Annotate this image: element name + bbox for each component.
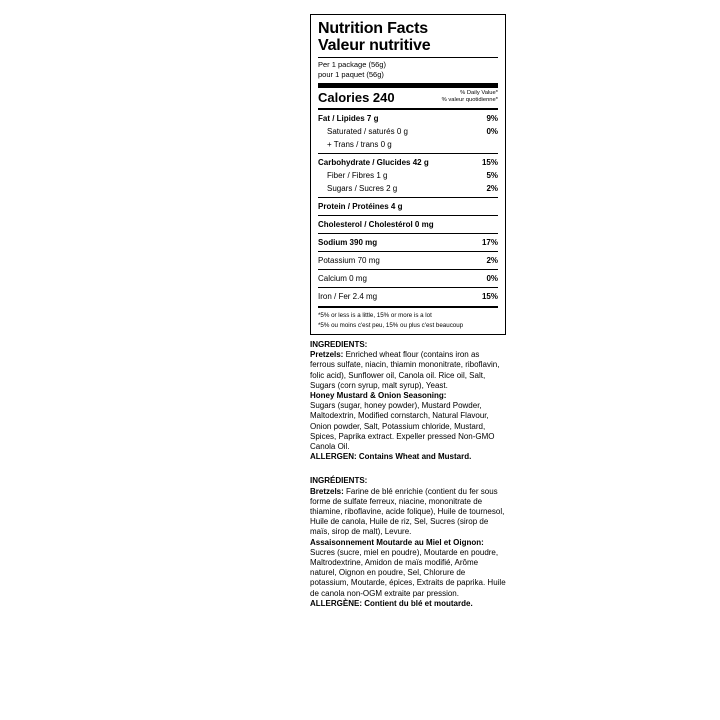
pretzels-block-en <box>310 350 506 391</box>
daily-value-en: % Daily Value* <box>460 90 498 96</box>
ingredients-heading-en: INGREDIENTS: <box>310 340 368 349</box>
calories-value: Calories 240 <box>318 90 395 105</box>
nutrient-row <box>318 236 498 249</box>
nutrient-row <box>318 290 498 303</box>
allergen-text-en: Contains Wheat and Mustard. <box>356 452 472 462</box>
serving-size-fr: pour 1 paquet (56g) <box>318 70 384 79</box>
nutrient-daily-value: 0% <box>486 274 498 283</box>
seasoning-text-fr: Sucres (sucre, miel en poudre), Moutarde en poudre, Maltrodextrine, Amidon de maïs modifié, Arôme naturel, Oignon en poudre, Sel, Chlorure de potassium, Moutarde, épices, Extraits de paprika. Huile de canola non-OGM extraite par pression. <box>310 547 506 598</box>
nutrient-row <box>318 218 498 231</box>
nutrient-daily-value: 9% <box>486 114 498 123</box>
divider <box>318 287 498 288</box>
footnote-fr: *5% ou moins c'est peu, 15% ou plus c'est beaucoup <box>318 322 464 329</box>
nutrient-row <box>318 169 498 182</box>
serving-size-en: Per 1 package (56g) <box>318 60 386 69</box>
seasoning-block-fr <box>310 538 506 599</box>
nutrient-label: Saturated / saturés 0 g <box>327 127 408 136</box>
pretzels-label-fr: Bretzels: <box>310 486 344 496</box>
allergen-label-en: ALLERGEN: <box>310 452 357 462</box>
nutrient-label: Fat / Lipides 7 g <box>318 114 379 123</box>
nutrient-row <box>318 182 498 195</box>
nutrient-row <box>318 272 498 285</box>
nutrient-label: Potassium 70 mg <box>318 256 380 265</box>
nutrient-rows <box>318 112 498 303</box>
nutrient-daily-value <box>494 201 498 212</box>
pretzels-text-en: Enriched wheat flour (contains iron as ferrous sulfate, niacin, thiamin mononitrate, riboflavin, folic acid), Sunflower oil, Canola oil. Rice oil, Salt, Sugars (corn syrup, malt syrup), Yeast. <box>310 350 500 390</box>
nutrient-daily-value: 15% <box>481 292 498 301</box>
section-gap <box>310 462 506 471</box>
nutrient-daily-value <box>494 219 498 230</box>
allergen-text-fr: Contient du blé et moutarde. <box>362 598 473 608</box>
nutrient-label: Sugars / Sucres 2 g <box>327 184 398 193</box>
nutrient-daily-value: 2% <box>486 184 498 193</box>
divider <box>318 57 498 58</box>
nutrition-title-en: Nutrition Facts <box>318 20 428 37</box>
divider <box>318 306 498 308</box>
nutrient-daily-value: 5% <box>486 171 498 180</box>
ingredients-fr <box>310 476 506 609</box>
footnote-en: *5% or less is a little, 15% or more is a lot <box>318 312 432 319</box>
divider <box>318 251 498 252</box>
seasoning-text-en: Sugars (sugar, honey powder), Mustard Powder, Maltodextrin, Modified cornstarch, Natural Flavour, Onion powder, Salt, Potassium chloride, Mustard, Spices, Paprika extract. Expeller pressed Non-GMO Canola Oil. <box>310 401 495 452</box>
seasoning-label-en: Honey Mustard & Onion Seasoning: <box>310 391 447 401</box>
ingredients-en <box>310 340 506 462</box>
nutrition-title-fr: Valeur nutritive <box>318 37 431 54</box>
nutrient-row <box>318 254 498 267</box>
nutrient-label: Protein / Protéines 4 g <box>318 202 403 211</box>
seasoning-label-fr: Assaisonnement Moutarde au Miel et Oignon: <box>310 537 484 547</box>
nutrition-facts-panel <box>310 14 506 335</box>
pretzels-label-en: Pretzels: <box>310 350 344 360</box>
nutrient-daily-value: 17% <box>481 238 498 247</box>
nutrient-label: + Trans / trans 0 g <box>327 140 392 149</box>
divider <box>318 269 498 270</box>
label-page <box>310 14 506 609</box>
daily-value-header <box>442 90 498 105</box>
allergen-label-fr: ALLERGÈNE: <box>310 598 362 608</box>
divider <box>318 215 498 216</box>
nutrient-row <box>318 138 498 151</box>
ingredients-heading-fr: INGRÉDIENTS: <box>310 476 368 486</box>
nutrient-label: Carbohydrate / Glucides 42 g <box>318 158 429 167</box>
nutrient-label: Sodium 390 mg <box>318 238 378 247</box>
nutrient-label: Fiber / Fibres 1 g <box>327 171 388 180</box>
nutrient-label: Iron / Fer 2.4 mg <box>318 292 378 301</box>
nutrient-daily-value: 15% <box>481 158 498 167</box>
divider <box>318 83 498 88</box>
calories-row <box>318 90 498 105</box>
pretzels-block-fr <box>310 487 506 538</box>
nutrient-row <box>318 156 498 169</box>
daily-value-fr: % valeur quotidienne* <box>441 97 498 103</box>
divider <box>318 197 498 198</box>
divider <box>318 108 498 110</box>
nutrient-daily-value: 2% <box>486 256 498 265</box>
divider <box>318 233 498 234</box>
divider <box>318 153 498 154</box>
nutrient-label: Cholesterol / Cholestérol 0 mg <box>318 220 434 229</box>
allergen-block-fr <box>310 599 506 609</box>
nutrient-row <box>318 200 498 213</box>
pretzels-text-fr: Farine de blé enrichie (contient du fer sous forme de sulfate ferreux, niacine, mononitrate de thiamine, riboflavine, acide folique), Huile de tournesol, Huile de canola, Huile de riz, Sel, Sucres (sirop de maïs, sirop de malt), Levure. <box>310 486 505 537</box>
nutrient-daily-value: 0% <box>486 127 498 136</box>
nutrient-row <box>318 112 498 125</box>
allergen-block-en <box>310 452 506 462</box>
nutrient-daily-value <box>494 139 498 150</box>
nutrient-row <box>318 125 498 138</box>
nutrient-label: Calcium 0 mg <box>318 274 367 283</box>
